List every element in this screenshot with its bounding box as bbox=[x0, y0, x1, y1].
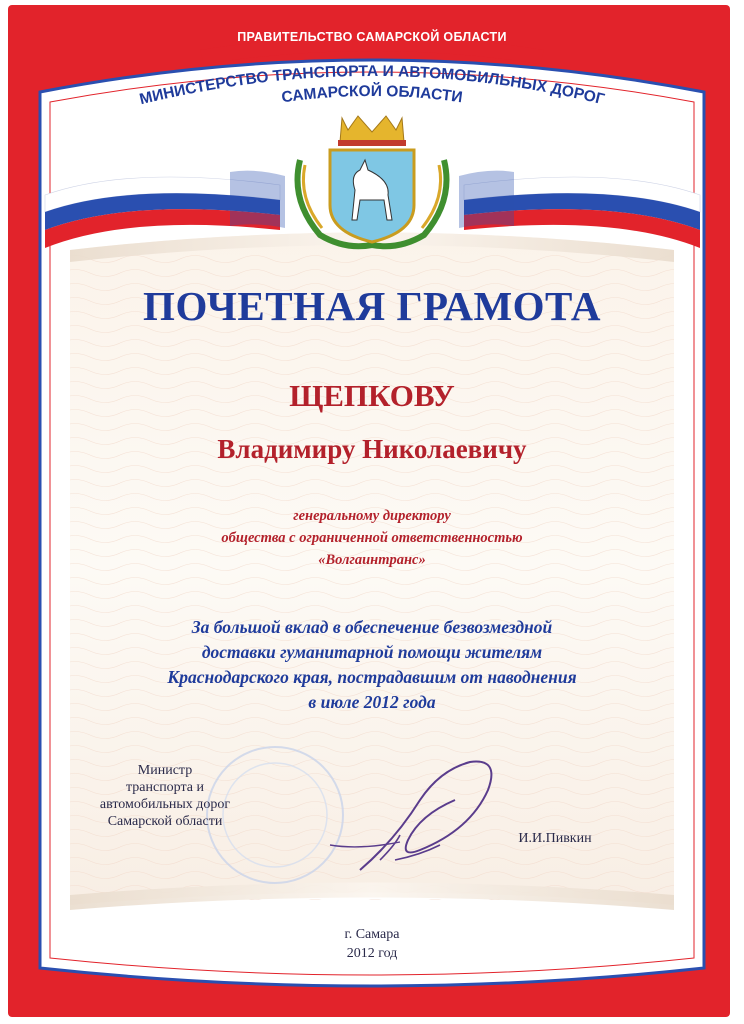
position-line: общества с ограниченной ответственностью bbox=[221, 530, 523, 546]
recipient-name: Владимиру Николаевичу bbox=[217, 434, 527, 464]
reason-line: Краснодарского края, пострадавшим от наводнения bbox=[167, 667, 577, 687]
issue-city: г. Самара bbox=[344, 927, 400, 942]
ministry-line-2: САМАРСКОЙ ОБЛАСТИ bbox=[280, 82, 464, 107]
certificate-title: ПОЧЕТНАЯ ГРАМОТА bbox=[143, 283, 601, 329]
signatory-title-line: Министр bbox=[137, 763, 193, 778]
position-line: генеральному директору bbox=[293, 508, 451, 524]
reason-line: доставки гуманитарной помощи жителям bbox=[201, 642, 543, 662]
signatory-title-line: транспорта и bbox=[125, 780, 204, 795]
recipient-surname: ЩЕПКОВУ bbox=[289, 378, 455, 413]
company-name: «Волгаинтранс» bbox=[318, 552, 426, 568]
issue-year: 2012 год bbox=[346, 946, 398, 961]
signatory-title-line: Самарской области bbox=[107, 814, 223, 829]
ministry-line-1: МИНИСТЕРСТВО ТРАНСПОРТА И АВТОМОБИЛЬНЫХ ДОРОГ bbox=[137, 62, 607, 109]
reason-line: За большой вклад в обеспечение безвозмездной bbox=[191, 617, 553, 637]
government-title: ПРАВИТЕЛЬСТВО САМАРСКОЙ ОБЛАСТИ bbox=[237, 30, 507, 44]
reason-line: в июле 2012 года bbox=[308, 692, 436, 712]
signatory-name: И.И.Пивкин bbox=[518, 831, 592, 846]
signatory-title-line: автомобильных дорог bbox=[99, 797, 231, 812]
